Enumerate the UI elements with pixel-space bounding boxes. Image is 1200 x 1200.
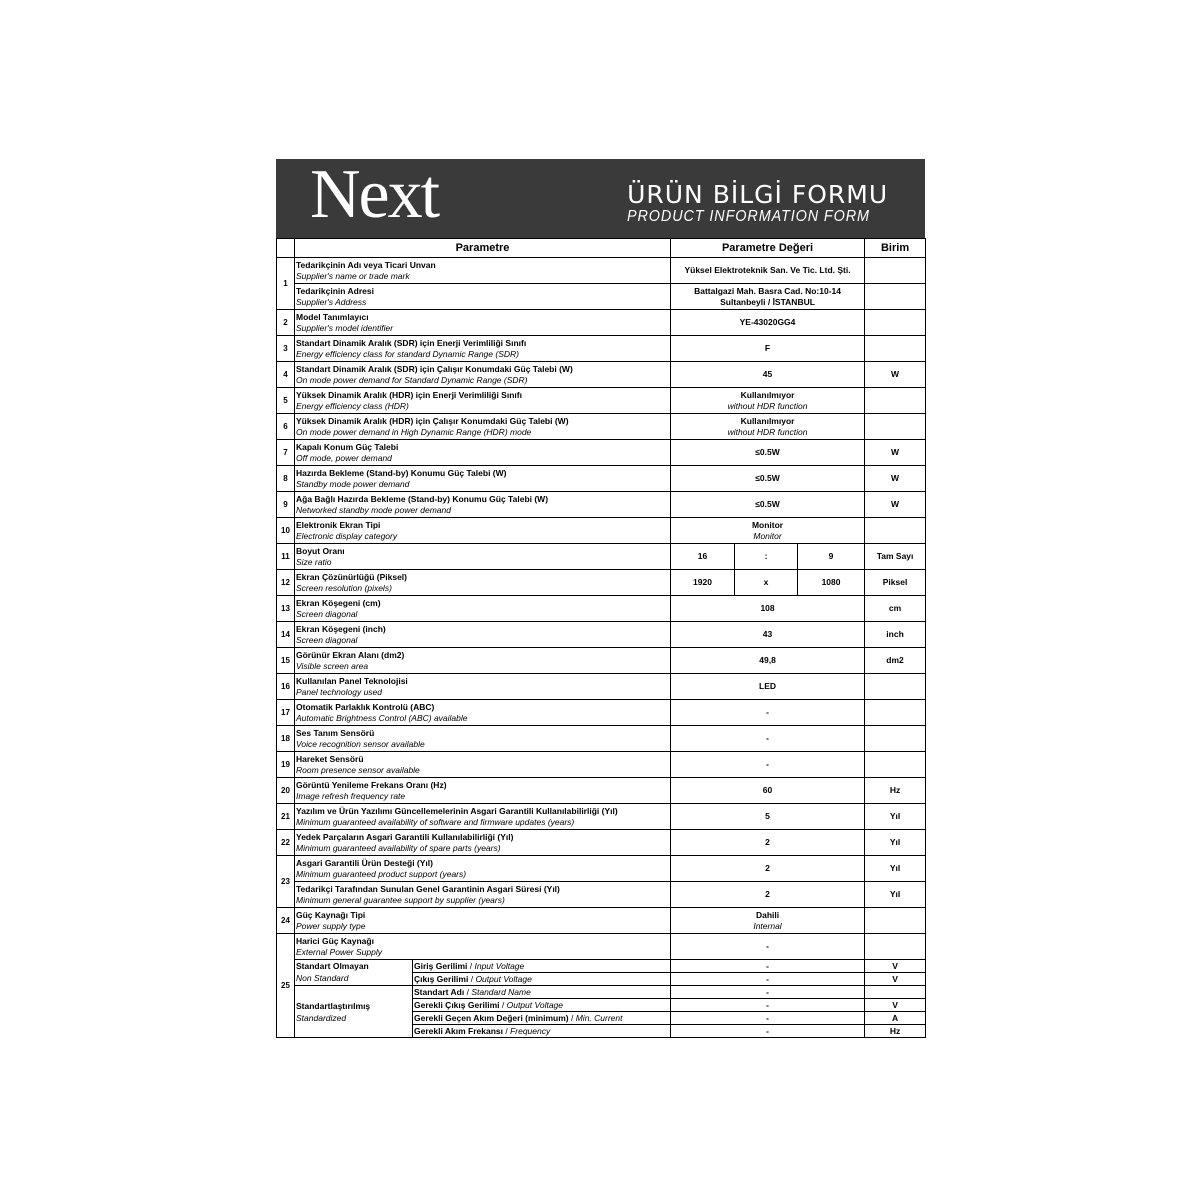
- param-tr: Ekran Çözünürlüğü (Piksel): [296, 571, 407, 582]
- sub-unit: V: [865, 999, 926, 1012]
- param-tr: Yazılım ve Ürün Yazılımı Güncellemelerinin Asgari Garantili Kullanılabilirliği (Yıl): [296, 805, 618, 816]
- row-number: 13: [277, 596, 295, 622]
- row-number: 2: [277, 310, 295, 336]
- table-row: [277, 310, 926, 336]
- sub-param-tr: Gerekli Çıkış Gerilimi: [414, 1000, 500, 1010]
- standardized-group: [295, 986, 413, 1038]
- param-cell: [295, 544, 671, 570]
- sub-unit: A: [865, 1012, 926, 1025]
- header-param: Parametre: [295, 239, 671, 258]
- value-cell: ≤0.5W: [671, 492, 865, 518]
- value-cell: 5: [671, 804, 865, 830]
- standardized-tr: Standartlaştırılmış: [296, 1000, 371, 1011]
- unit-cell: W: [865, 362, 926, 388]
- value-cell: Yüksel Elektroteknik San. Ve Tic. Ltd. Şti.: [671, 258, 865, 284]
- table-row: [277, 518, 926, 544]
- param-en: Energy efficiency class (HDR): [296, 400, 409, 411]
- param-en: Voice recognition sensor available: [296, 738, 425, 749]
- param-tr: Harici Güç Kaynağı: [296, 935, 374, 946]
- unit-cell: [865, 908, 926, 934]
- table-row: [277, 804, 926, 830]
- value-cell: -: [671, 700, 865, 726]
- table-row: [277, 986, 926, 999]
- sub-param: [413, 960, 671, 973]
- param-en: Visible screen area: [296, 660, 369, 671]
- value-cell: 43: [671, 622, 865, 648]
- value-cell: [671, 284, 865, 310]
- param-cell: [295, 856, 671, 882]
- param-tr: Standart Dinamik Aralık (SDR) için Enerji Verimliliği Sınıfı: [296, 337, 527, 348]
- param-cell: [295, 726, 671, 752]
- product-information-form: [276, 156, 925, 1038]
- row-number: 6: [277, 414, 295, 440]
- value-tr: Dahili: [755, 909, 780, 920]
- value-cell-2: 9: [798, 544, 865, 570]
- table-row: [277, 466, 926, 492]
- unit-cell: Yıl: [865, 882, 926, 908]
- param-en: Image refresh frequency rate: [296, 790, 406, 801]
- value-cell: ≤0.5W: [671, 440, 865, 466]
- form-title-tr: ÜRÜN BİLGİ FORMU: [627, 180, 889, 209]
- unit-cell: W: [865, 440, 926, 466]
- param-cell: [295, 882, 671, 908]
- sub-param-en: Frequency: [510, 1026, 551, 1036]
- unit-cell: [865, 414, 926, 440]
- value-cell: 2: [671, 882, 865, 908]
- value-cell: 108: [671, 596, 865, 622]
- table-row: [277, 622, 926, 648]
- param-tr: Görüntü Yenileme Frekans Oranı (Hz): [296, 779, 447, 790]
- param-en: Automatic Brightness Control (ABC) available: [296, 712, 468, 723]
- table-row: [277, 726, 926, 752]
- row-number: 8: [277, 466, 295, 492]
- param-en: Networked standby mode power demand: [296, 504, 451, 515]
- param-cell: [295, 440, 671, 466]
- value-cell: [671, 414, 865, 440]
- sub-value: -: [671, 999, 865, 1012]
- table-row: [277, 414, 926, 440]
- param-en: Minimum guaranteed availability of spare parts (years): [296, 842, 501, 853]
- brand-logo: Next: [310, 156, 439, 233]
- value-cell: [671, 388, 865, 414]
- value-en: Internal: [753, 920, 782, 931]
- unit-cell: inch: [865, 622, 926, 648]
- unit-cell: Tam Sayı: [865, 544, 926, 570]
- value-cell: -: [671, 752, 865, 778]
- value-cell: YE-43020GG4: [671, 310, 865, 336]
- value-cell: LED: [671, 674, 865, 700]
- unit-cell: [865, 674, 926, 700]
- value-separator: :: [735, 544, 798, 570]
- param-en: Supplier's model identifier: [296, 322, 394, 333]
- value-cell: 60: [671, 778, 865, 804]
- header-banner: [276, 156, 925, 238]
- unit-cell: [865, 388, 926, 414]
- header-no: [277, 239, 295, 258]
- address-line-1: Battalgazi Mah. Basra Cad. No:10-14: [694, 285, 841, 296]
- param-tr: Yedek Parçaların Asgari Garantili Kullanılabilirliği (Yıl): [296, 831, 514, 842]
- sub-unit: V: [865, 960, 926, 973]
- param-tr: Hazırda Bekleme (Stand-by) Konumu Güç Talebi (W): [296, 467, 507, 478]
- row-number: 22: [277, 830, 295, 856]
- param-en: Supplier's name or trade mark: [296, 270, 410, 281]
- value-tr: Monitor: [751, 519, 784, 530]
- param-tr: Kullanılan Panel Teknolojisi: [296, 675, 408, 686]
- row-number: 10: [277, 518, 295, 544]
- table-row: [277, 284, 926, 310]
- value-cell: -: [671, 934, 865, 960]
- sub-value: -: [671, 1012, 865, 1025]
- parameter-table: [276, 238, 926, 1038]
- param-en: Power supply type: [296, 920, 366, 931]
- unit-cell: [865, 310, 926, 336]
- row-number: 7: [277, 440, 295, 466]
- param-en: On mode power demand in High Dynamic Range (HDR) mode: [296, 426, 532, 437]
- param-tr: Kapalı Konum Güç Talebi: [296, 441, 399, 452]
- table-row: [277, 570, 926, 596]
- row-number: 15: [277, 648, 295, 674]
- value-tr: Kullanılmıyor: [740, 389, 795, 400]
- row-number: 25: [277, 934, 295, 1038]
- value-cell-2: 1080: [798, 570, 865, 596]
- sub-unit: [865, 986, 926, 999]
- param-cell: [295, 388, 671, 414]
- param-en: Size ratio: [296, 556, 332, 567]
- sub-param: [413, 999, 671, 1012]
- form-title-en: PRODUCT INFORMATION FORM: [627, 208, 871, 225]
- sub-param-en: Output Voltage: [506, 1000, 564, 1010]
- sub-param: [413, 986, 671, 999]
- param-tr: Tedarikçinin Adresi: [296, 285, 374, 296]
- param-tr: Ağa Bağlı Hazırda Bekleme (Stand-by) Konumu Güç Talebi (W): [296, 493, 549, 504]
- param-cell: [295, 336, 671, 362]
- table-row: [277, 778, 926, 804]
- sub-param: [413, 1012, 671, 1025]
- param-tr: Ses Tanım Sensörü: [296, 727, 375, 738]
- param-cell: [295, 752, 671, 778]
- table-row: [277, 544, 926, 570]
- row-number: 23: [277, 856, 295, 908]
- value-cell: [671, 908, 865, 934]
- param-en: On mode power demand for Standard Dynamic Range (SDR): [296, 374, 528, 385]
- table-row: [277, 700, 926, 726]
- param-cell: [295, 492, 671, 518]
- unit-cell: cm: [865, 596, 926, 622]
- table-row: [277, 908, 926, 934]
- row-number: 20: [277, 778, 295, 804]
- form-title: [627, 181, 897, 225]
- param-tr: Yüksek Dinamik Aralık (HDR) için Çalışır Konumdaki Güç Talebi (W): [296, 415, 569, 426]
- header-unit: Birim: [865, 239, 926, 258]
- row-number: 24: [277, 908, 295, 934]
- table-row: [277, 882, 926, 908]
- table-row: [277, 596, 926, 622]
- param-en: Supplier's Address: [296, 296, 367, 307]
- sub-value: -: [671, 960, 865, 973]
- param-en: Panel technology used: [296, 686, 383, 697]
- param-cell: [295, 570, 671, 596]
- param-en: Minimum guaranteed product support (years): [296, 868, 467, 879]
- table-row: [277, 440, 926, 466]
- standardized-en: Standardized: [296, 1012, 347, 1023]
- param-en: Energy efficiency class for standard Dynamic Range (SDR): [296, 348, 519, 359]
- value-cell: ≤0.5W: [671, 466, 865, 492]
- row-number: 18: [277, 726, 295, 752]
- param-cell: [295, 466, 671, 492]
- param-cell: [295, 648, 671, 674]
- param-tr: Standart Dinamik Aralık (SDR) için Çalışır Konumdaki Güç Talebi (W): [296, 363, 573, 374]
- unit-cell: Hz: [865, 778, 926, 804]
- address-line-2: Sultanbeyli / İSTANBUL: [720, 296, 815, 307]
- row-number: 14: [277, 622, 295, 648]
- table-row: [277, 960, 926, 973]
- table-row: [277, 934, 926, 960]
- slash: /: [499, 1000, 507, 1010]
- param-tr: Yüksek Dinamik Aralık (HDR) için Enerji Verimliliği Sınıfı: [296, 389, 522, 400]
- row-number: 12: [277, 570, 295, 596]
- non-standard-tr: Standart Olmayan: [296, 961, 369, 971]
- param-cell: [295, 700, 671, 726]
- value-cell-1: 16: [671, 544, 735, 570]
- row-number: 4: [277, 362, 295, 388]
- row-number: 3: [277, 336, 295, 362]
- param-en: Screen diagonal: [296, 634, 358, 645]
- param-cell: [295, 518, 671, 544]
- table-row: [277, 752, 926, 778]
- row-number: 19: [277, 752, 295, 778]
- value-cell: -: [671, 726, 865, 752]
- param-cell: [295, 310, 671, 336]
- row-number: 17: [277, 700, 295, 726]
- unit-cell: [865, 934, 926, 960]
- sub-param-en: Min. Current: [575, 1013, 623, 1023]
- unit-cell: dm2: [865, 648, 926, 674]
- table-row: [277, 388, 926, 414]
- table-row: [277, 336, 926, 362]
- param-tr: Tedarikçi Tarafından Sunulan Genel Garantinin Asgari Süresi (Yıl): [296, 883, 560, 894]
- param-tr: Ekran Köşegeni (inch): [296, 623, 386, 634]
- param-cell: [295, 804, 671, 830]
- sub-param-en: Output Voltage: [475, 974, 532, 984]
- param-tr: Ekran Köşegeni (cm): [296, 597, 381, 608]
- value-cell: 49,8: [671, 648, 865, 674]
- unit-cell: [865, 726, 926, 752]
- sub-param: [413, 973, 671, 986]
- unit-cell: Piksel: [865, 570, 926, 596]
- param-cell: [295, 596, 671, 622]
- param-cell: [295, 830, 671, 856]
- unit-cell: Yıl: [865, 830, 926, 856]
- param-tr: Hareket Sensörü: [296, 753, 364, 764]
- table-row: [277, 830, 926, 856]
- unit-cell: [865, 284, 926, 310]
- value-en: without HDR function: [727, 426, 808, 437]
- unit-cell: Yıl: [865, 804, 926, 830]
- value-separator: x: [735, 570, 798, 596]
- non-standard-group: [295, 960, 413, 986]
- param-tr: Tedarikçinin Adı veya Ticari Unvan: [296, 259, 436, 270]
- slash: /: [502, 1026, 511, 1036]
- param-tr: Elektronik Ekran Tipi: [296, 519, 381, 530]
- value-tr: Kullanılmıyor: [740, 415, 795, 426]
- table-row: [277, 492, 926, 518]
- row-number: 9: [277, 492, 295, 518]
- sub-param: [413, 1025, 671, 1038]
- unit-cell: [865, 258, 926, 284]
- value-en: Monitor: [753, 530, 782, 541]
- param-cell: [295, 622, 671, 648]
- param-cell: [295, 284, 671, 310]
- value-en: without HDR function: [727, 400, 808, 411]
- param-tr: Güç Kaynağı Tipi: [296, 909, 366, 920]
- param-tr: Otomatik Parlaklık Kontrolü (ABC): [296, 701, 435, 712]
- sub-value: -: [671, 1025, 865, 1038]
- table-row: [277, 674, 926, 700]
- unit-cell: Yıl: [865, 856, 926, 882]
- param-tr: Model Tanımlayıcı: [296, 311, 369, 322]
- value-cell: 45: [671, 362, 865, 388]
- sub-param-tr: Çıkış Gerilimi: [414, 974, 469, 984]
- table-row: [277, 362, 926, 388]
- unit-cell: [865, 336, 926, 362]
- slash: /: [467, 961, 475, 971]
- param-en: Room presence sensor available: [296, 764, 420, 775]
- param-en: External Power Supply: [296, 946, 382, 957]
- header-value: Parametre Değeri: [671, 239, 865, 258]
- row-number: 16: [277, 674, 295, 700]
- row-number: 21: [277, 804, 295, 830]
- param-en: Off mode, power demand: [296, 452, 392, 463]
- sub-value: -: [671, 973, 865, 986]
- table-header: [277, 239, 926, 258]
- param-cell: [295, 778, 671, 804]
- value-cell: [671, 518, 865, 544]
- unit-cell: [865, 700, 926, 726]
- unit-cell: [865, 518, 926, 544]
- value-cell-1: 1920: [671, 570, 735, 596]
- sub-unit: Hz: [865, 1025, 926, 1038]
- sub-param-tr: Gerekli Geçen Akım Değeri (minimum): [414, 1013, 569, 1023]
- slash: /: [568, 1013, 576, 1023]
- non-standard-en: Non Standard: [296, 973, 349, 983]
- row-number: 11: [277, 544, 295, 570]
- param-en: Screen resolution (pixels): [296, 582, 392, 593]
- param-en: Electronic display category: [296, 530, 398, 541]
- sub-param-en: Input Voltage: [474, 961, 525, 971]
- param-tr: Görünür Ekran Alanı (dm2): [296, 649, 405, 660]
- sub-value: -: [671, 986, 865, 999]
- value-cell: 2: [671, 856, 865, 882]
- row-number: 5: [277, 388, 295, 414]
- param-cell: [295, 414, 671, 440]
- param-cell: [295, 362, 671, 388]
- sub-param-en: Standard Name: [471, 987, 531, 997]
- table-row: [277, 648, 926, 674]
- value-cell: 2: [671, 830, 865, 856]
- param-en: Minimum general guarantee support by supplier (years): [296, 894, 505, 905]
- sub-param-tr: Standart Adı: [414, 987, 465, 997]
- param-en: Standby mode power demand: [296, 478, 410, 489]
- param-cell: [295, 258, 671, 284]
- param-en: Screen diagonal: [296, 608, 358, 619]
- unit-cell: W: [865, 466, 926, 492]
- param-en: Minimum guaranteed availability of software and firmware updates (years): [296, 816, 575, 827]
- slash: /: [464, 987, 472, 997]
- value-cell: F: [671, 336, 865, 362]
- param-tr: Boyut Oranı: [296, 545, 345, 556]
- slash: /: [468, 974, 476, 984]
- param-cell: [295, 908, 671, 934]
- sub-unit: V: [865, 973, 926, 986]
- sub-param-tr: Giriş Gerilimi: [414, 961, 468, 971]
- unit-cell: W: [865, 492, 926, 518]
- sub-param-tr: Gerekli Akım Frekansı: [414, 1026, 503, 1036]
- table-row: [277, 856, 926, 882]
- table-row: [277, 258, 926, 284]
- row-number: 1: [277, 258, 295, 310]
- param-tr: Asgari Garantili Ürün Desteği (Yıl): [296, 857, 433, 868]
- param-cell: [295, 934, 671, 960]
- param-cell: [295, 674, 671, 700]
- unit-cell: [865, 752, 926, 778]
